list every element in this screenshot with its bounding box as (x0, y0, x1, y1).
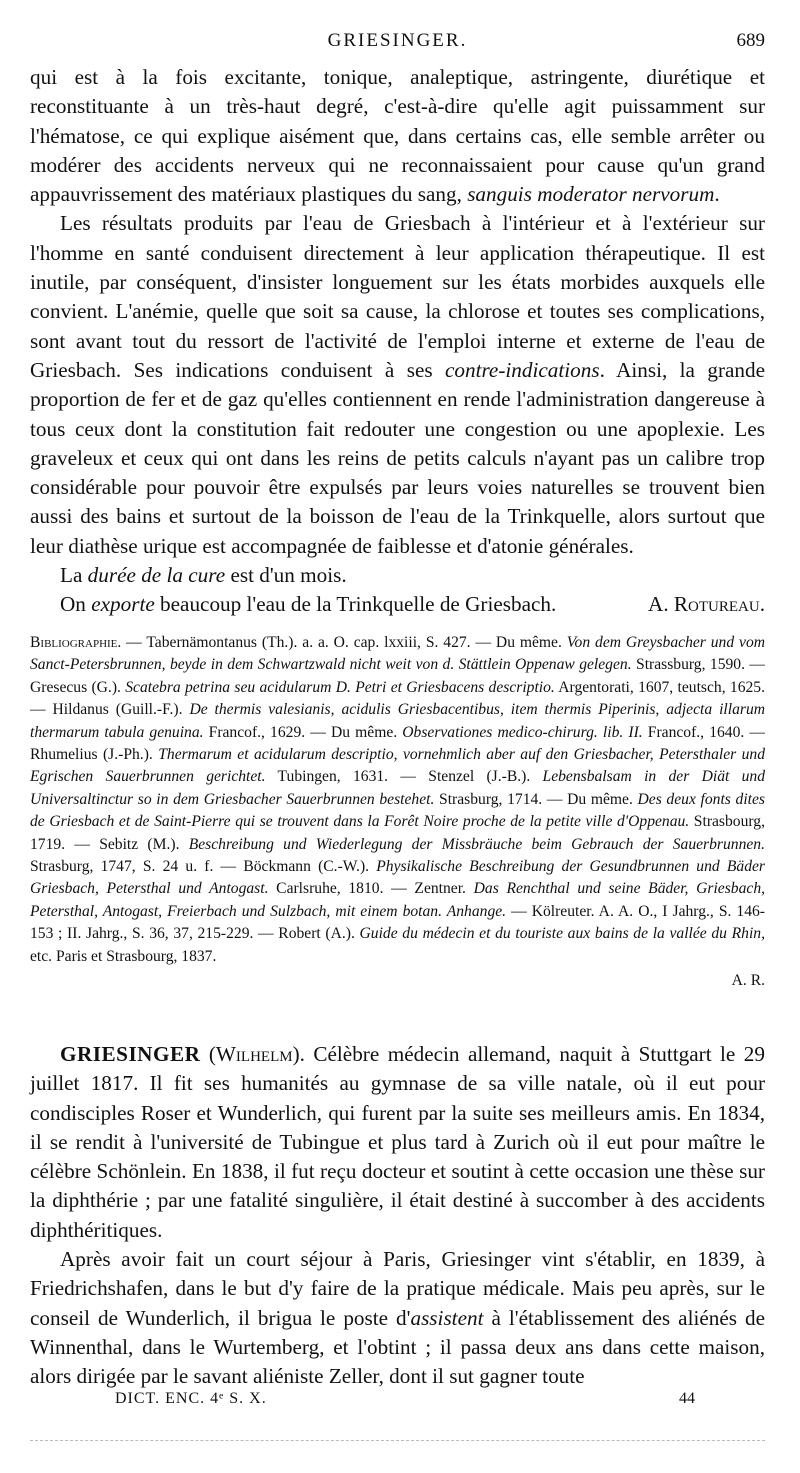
article-paragraph-1 (30, 1040, 765, 1245)
article-p1-b: ). Célèbre médecin allemand, naquit à Stuttgart le 29 juillet 1817. Il fit ses humanités au gymnase de sa ville natale, où il eut pour condisciples Roser et Wunderlich, qui furent par la suite ses meilleurs amis. En 1834, il se rendit à l'université de Tubingue et plus tard à Zurich où il eut pour maître le célèbre Schönlein. En 1838, il fut reçu docteur et soutint à cette occasion une thèse sur la diphthérie ; par une fatalité singulière, il était destiné à succomber à des accidents diphthéritiques. (30, 1042, 765, 1242)
paragraph-2 (30, 209, 765, 561)
page-number: 689 (736, 30, 765, 51)
biblio-i3: De thermis valesianis, acidulis Griesbacentibus, item thermis Piperinis, adjecta illarum thermarum tabula genuina. (30, 701, 765, 741)
article-p2-a: Après avoir fait un court séjour à Paris, Griesinger vint s'établir, en 1839, à Friedrichshafen, dans le but d'y faire de la pratique médicale. Mais peu après, sur le conseil de Wunderlich, il brigua le poste d' (30, 1247, 765, 1330)
p1-italic: sanguis moderator nervorum (467, 182, 715, 207)
p1-text: qui est à la fois excitante, tonique, analeptique, astringente, diurétique et reconstituante à un très-haut degré, c'est-à-dire qu'elle agit puissamment sur l'hématose, ce qui explique aisément que, dans certains cas, elle semble arrêter ou modérer des accidents nerveux qui ne reconnaissaient pour cause qu'un grand appauvrissement des matériaux plastiques du sang, (30, 65, 765, 207)
biblio-s8: Strasbourg, 1719. — Sebitz (M.). (30, 813, 765, 853)
article-headword: GRIESINGER (60, 1042, 201, 1066)
article-paragraph-2 (30, 1245, 765, 1391)
running-head (30, 30, 765, 56)
footer (115, 1390, 695, 1414)
bibliography (30, 632, 765, 993)
p1-end: . (714, 182, 720, 207)
biblio-i5: Thermarum et acidularum descriptio, vornehmlich aber auf den Griesbacher, Petersthaler und Egrischen Sauerbrunnen gerichtet. (30, 746, 765, 786)
biblio-s2: Strassburg, 1590. — Gresecus (G.). (30, 656, 765, 696)
biblio-s1: — Tabernämontanus (Th.). a. a. O. cap. lxxiii, S. 427. — Du même. (121, 634, 567, 651)
biblio-i2: Scatebra petrina seu acidularum D. Petri et Griesbacens descriptio. (125, 678, 555, 696)
running-head-title: GRIESINGER. (327, 30, 468, 51)
footer-signature: DICT. ENC. 4ᵉ S. X. (115, 1390, 267, 1407)
paragraph-4 (30, 590, 765, 619)
biblio-s9: Strasburg, 1747, S. 24 u. f. — Böckmann (C.-W.). (30, 858, 377, 876)
p2-italic: contre-indications (445, 357, 600, 382)
biblio-i8: Beschreibung und Wiederlegung der Missbräuche beim Gebrauch der Sauerbrunnen. (188, 835, 765, 853)
p3-a: La (60, 563, 88, 588)
biblio-s7: Strasburg, 1714. — Du même. (434, 790, 638, 808)
biblio-i10: Das Renchthal und seine Bäder, Griesbach, Petersthal, Antogast, Freierbach und Sulzbach, mit einem botan. Anhange. (30, 880, 766, 920)
biblio-i9: Physikalische Beschreibung der Gesundbrunnen und Bäder Griesbach, Petersthal und Antogast. (30, 858, 765, 898)
p4-content (30, 590, 556, 619)
article-firstname: Wilhelm (215, 1042, 293, 1066)
footer-sheet-number: 44 (679, 1390, 695, 1407)
biblio-i1: Von dem Greysbacher und vom Sanct-Petersbrunnen, beyde in dem Schwartzwald nicht weit von d. Stättlein Oppenaw gelegen. (30, 634, 765, 674)
bibliography-text (30, 632, 765, 968)
biblio-s4: Francof., 1629. — Du même. (203, 723, 403, 741)
p2-text: Les résultats produits par l'eau de Griesbach à l'intérieur et à l'extérieur sur l'homme en santé conduisent directement à leur application thérapeutique. Il est inutile, par conséquent, d'insister longuement sur les états morbides auxquels elle convient. L'anémie, quelle que soit sa cause, la chlorose et toutes ses complications, sont avant tout du ressort de l'activité de l'emploi interne et externe de l'eau de Griesbach. Ses indications conduisent à ses (30, 211, 765, 382)
biblio-i7: Des deux fonts dites de Griesbach et de Saint-Pierre qui se trouvent dans la Forêt Noire proche de la petite ville d'Oppenau. (30, 790, 765, 831)
biblio-s12: etc. Paris et Strasbourg, 1837. (30, 947, 217, 965)
biblio-s6: Tubingen, 1631. — Stenzel (J.-B.). (265, 768, 543, 786)
paragraph-1 (30, 63, 765, 209)
author-signature: A. Rotureau. (648, 592, 765, 617)
biblio-s3: Argentorati, 1607, teutsch, 1625. — Hildanus (Guill.-F.). (30, 678, 765, 719)
p4-a: On (60, 592, 92, 617)
article-griesinger (30, 1040, 765, 1392)
biblio-i11: Guide du médecin et du touriste aux bains de la vallée du Rhin, (359, 925, 765, 943)
article-p1-a: ( (200, 1042, 216, 1066)
bibliography-signature: A. R. (731, 972, 765, 990)
p4-italic: exporte (91, 592, 155, 617)
biblio-s10: Carlsruhe, 1810. — Zentner. (268, 880, 474, 898)
biblio-i6: Lebensbalsam in der Diät und Universaltinctur so in dem Griesbacher Sauerbrunnen bestehet. (30, 768, 766, 808)
bottom-rule (30, 1440, 765, 1441)
article-p2-italic: assistent (410, 1305, 484, 1330)
p4-b: beaucoup l'eau de la Trinkquelle de Griesbach. (154, 592, 557, 617)
p3-b: est d'un mois. (225, 563, 347, 588)
article-p2-b: à l'établissement des aliénés de Winnenthal, dans le Wurtemberg, et l'obtint ; il passa deux ans dans cette maison, alors dirigée par le savant aliéniste Zeller, dont il sut gagner toute (30, 1305, 765, 1389)
biblio-s5: Francof., 1640. — Rhumelius (J.-Ph.). (30, 723, 765, 764)
bibliography-label: Bibliographie. (30, 634, 122, 651)
paragraph-3 (30, 561, 765, 590)
biblio-s11: — Kölreuter. A. A. O., I Jahrg., S. 146-153 ; II. Jahrg., S. 36, 37, 215-229. — Robert (A.). (30, 902, 765, 943)
main-text (30, 63, 765, 620)
p2-rest: . Ainsi, la grande proportion de fer et de gaz qu'elles contiennent en rende l'administration dangereuse à tous ceux dont la constitution fait redouter une congestion ou une apoplexie. Les graveleux et ceux qui ont dans les reins de petits calculs n'ayant pas un calibre trop considérable pour pouvoir être expulsés par leurs voies naturelles se trouvent bien aussi des bains et surtout de la boisson de l'eau de la Trinkquelle, alors surtout que leur diathèse urique est accompagnée de faiblesse et d'atonie générales. (30, 357, 765, 558)
p3-italic: durée de la cure (87, 563, 226, 588)
biblio-i4: Observationes medico-chirurg. lib. II. (402, 723, 643, 741)
